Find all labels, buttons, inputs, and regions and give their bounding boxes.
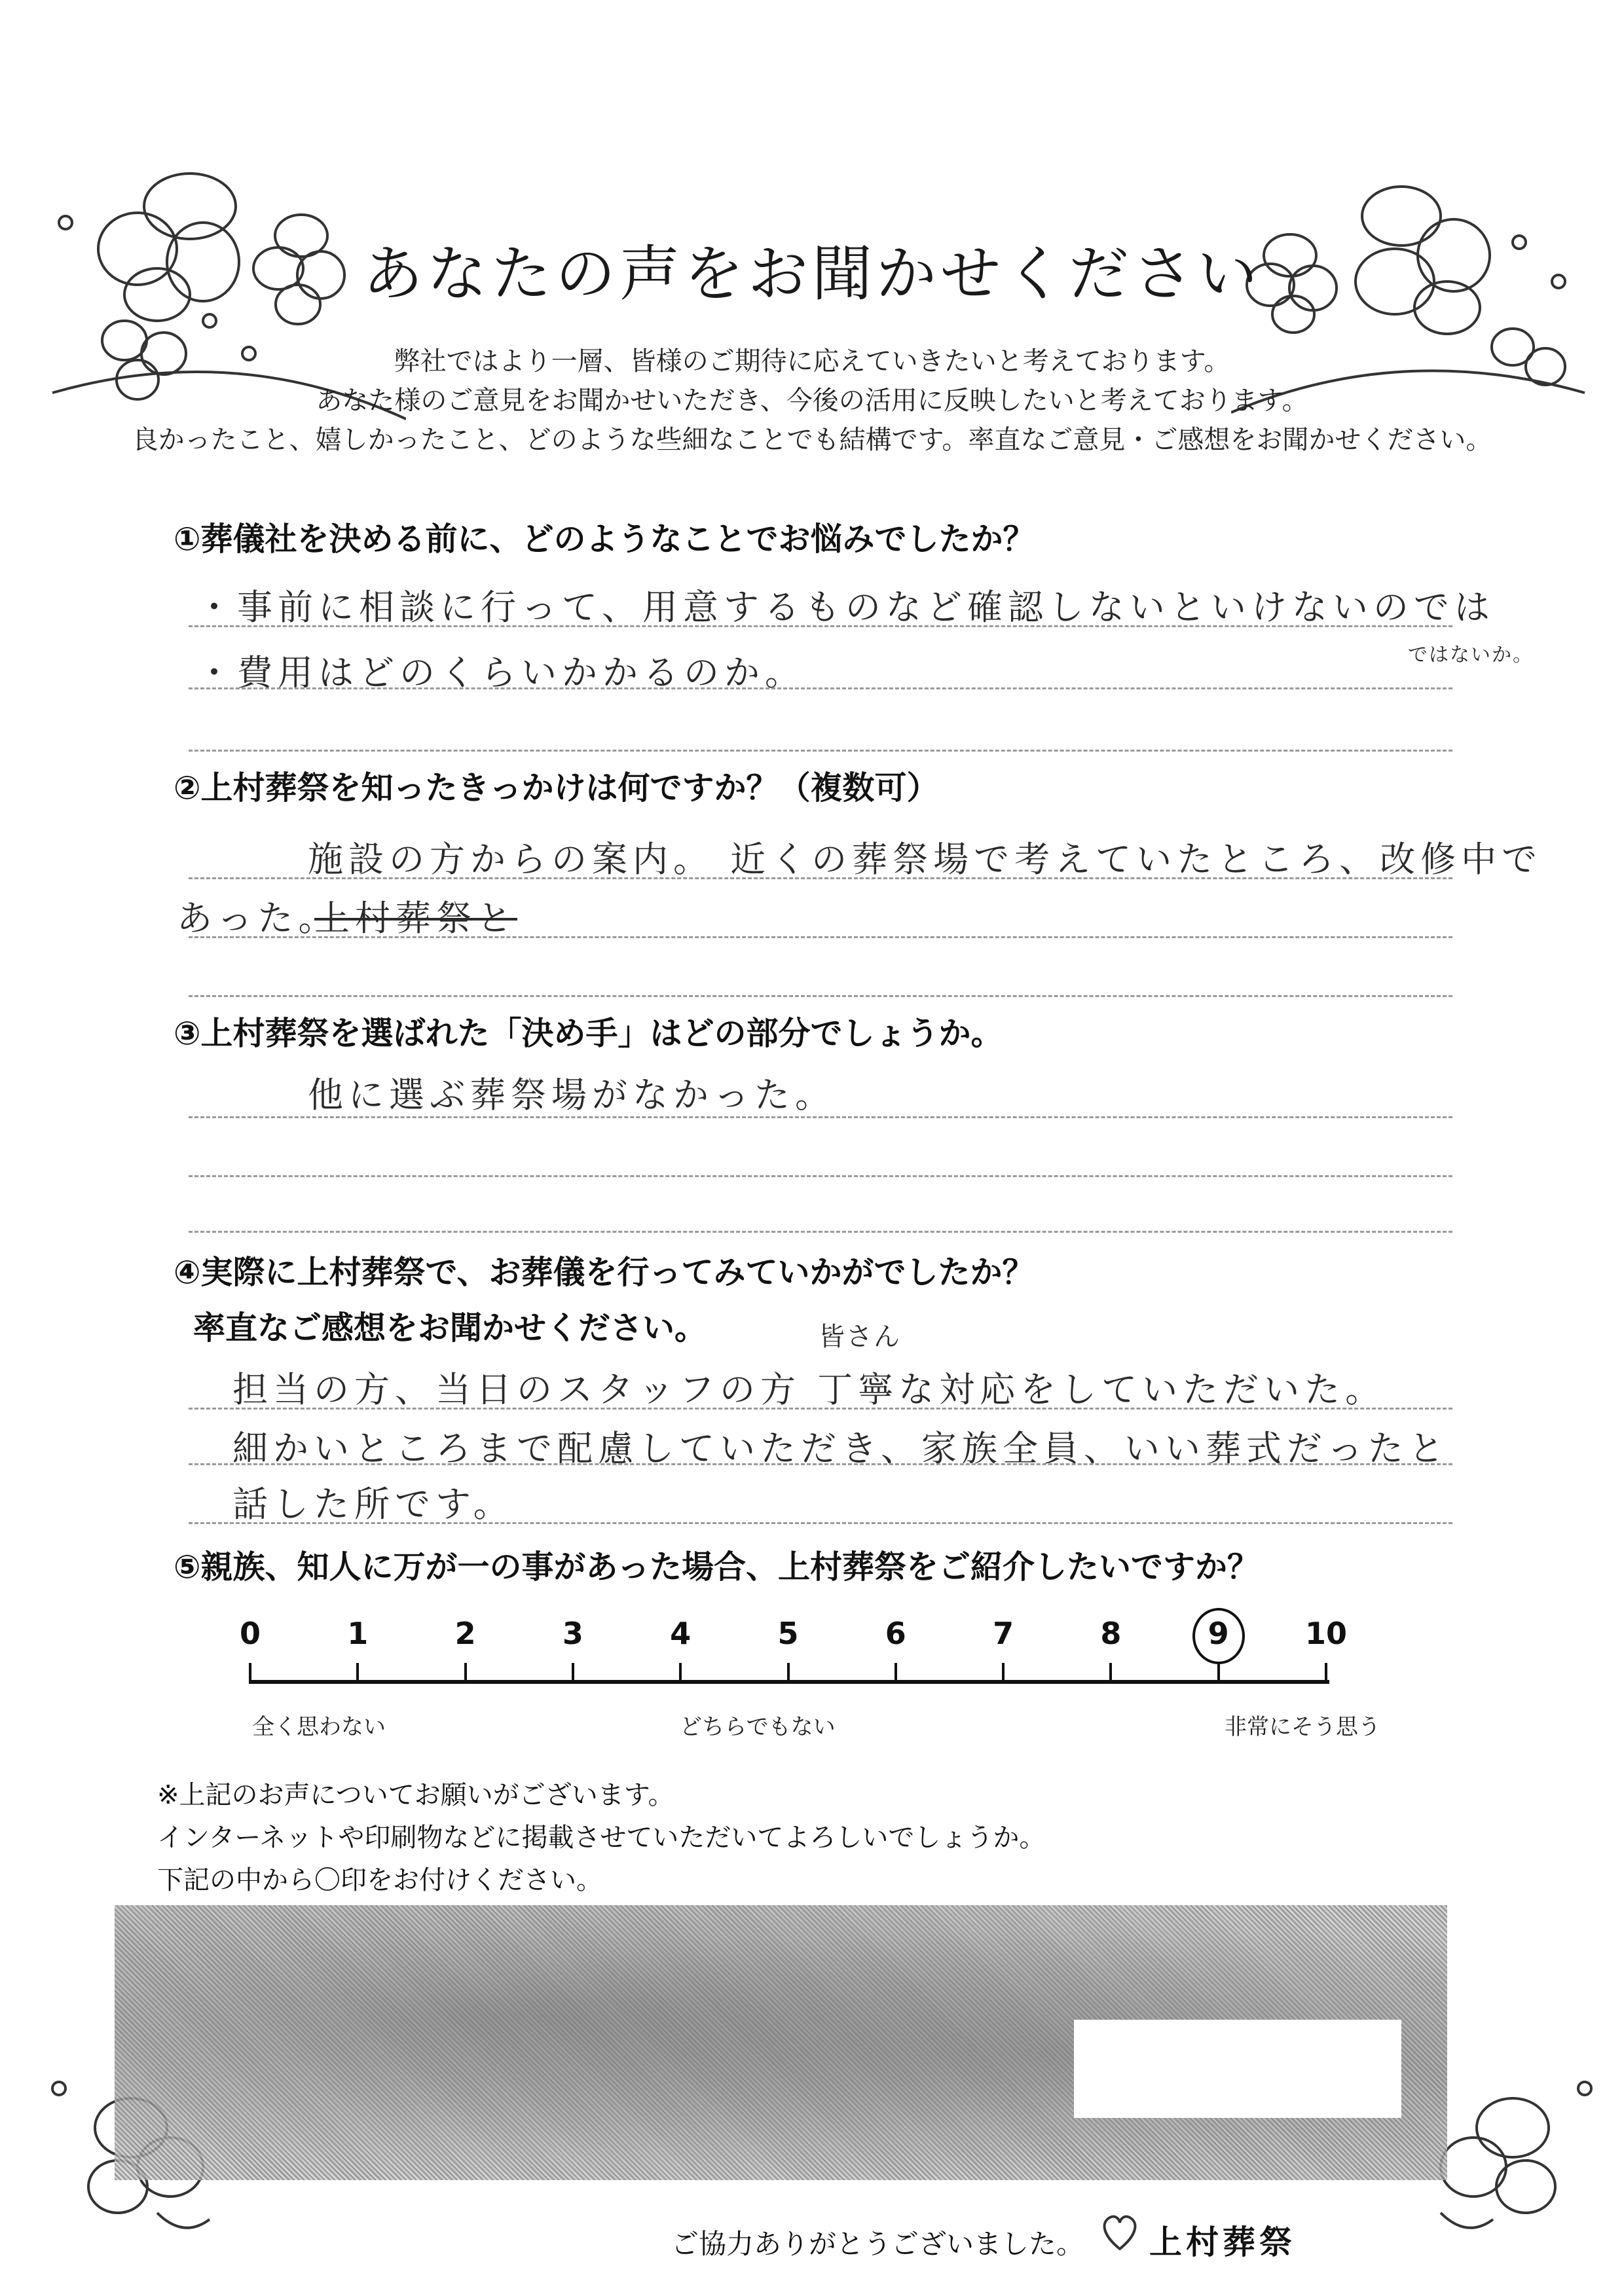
question-1-answer-insert: ではないか。: [1408, 644, 1534, 666]
question-5-heading: ⑤親族、知人に万が一の事があった場合、上村葬祭をご紹介したいですか？: [174, 1548, 1259, 1586]
answer-rule: [189, 995, 1452, 997]
question-4-answer-insert: 皆さん: [819, 1322, 901, 1352]
question-1-heading: ①葬儀社を決める前に、どのようなことでお悩みでしたか？: [174, 520, 1035, 558]
rating-tick-9: [1217, 1663, 1220, 1681]
rating-number-10[interactable]: 10: [1304, 1616, 1347, 1651]
rating-tick-5: [787, 1663, 790, 1681]
rating-label-high: 非常にそう思う: [1225, 1714, 1380, 1740]
question-2-heading: ②上村葬祭を知ったきっかけは何ですか？（複数可）: [174, 769, 939, 807]
rating-number-9[interactable]: 9: [1208, 1616, 1229, 1651]
answer-rule: [189, 1522, 1452, 1524]
rating-tick-2: [464, 1663, 467, 1681]
redacted-area-gap: [1074, 2020, 1401, 2118]
rating-tick-10: [1325, 1663, 1327, 1681]
rating-tick-3: [572, 1663, 574, 1681]
rating-number-3[interactable]: 3: [562, 1616, 583, 1651]
rating-number-6[interactable]: 6: [885, 1616, 906, 1651]
answer-rule: [189, 687, 1452, 689]
rating-tick-4: [679, 1663, 682, 1681]
answer-rule: [189, 877, 1452, 879]
rating-tick-8: [1109, 1663, 1112, 1681]
rating-selected-circle: [1192, 1608, 1245, 1664]
rating-label-mid: どちらでもない: [680, 1714, 836, 1740]
rating-tick-0: [249, 1663, 251, 1681]
rating-tick-6: [895, 1663, 897, 1681]
question-3-answer-line-1: 他に選ぶ葬祭場がなかった。: [308, 1074, 836, 1116]
permission-note-line-3: 下記の中から〇印をお付けください。: [157, 1865, 602, 1895]
heart-logo-icon: [1097, 2210, 1143, 2255]
rating-number-4[interactable]: 4: [670, 1616, 692, 1651]
answer-rule: [189, 1463, 1452, 1465]
permission-note-line-2: インターネットや印刷物などに掲載させていただいてよろしいでしょうか。: [157, 1823, 1046, 1853]
answer-rule: [189, 750, 1452, 752]
answer-rule: [189, 1116, 1452, 1118]
question-4-heading: ④実際に上村葬祭で、お葬儀を行ってみていかがでしたか？: [174, 1254, 1035, 1291]
question-4-answer-line-2: 細かいところまで配慮していただき、家族全員、いい葬式だったと: [232, 1428, 1449, 1469]
answer-rule: [189, 625, 1452, 627]
question-1-answer-line-2: ・費用はどのくらいかかるのか。: [196, 652, 805, 693]
footer-brand-name: 上村葬祭: [1149, 2223, 1296, 2261]
question-2-answer-line-2: あった。: [177, 898, 339, 939]
rating-number-7[interactable]: 7: [993, 1616, 1014, 1651]
question-2-answer-line-1: 施設の方からの案内。 近くの葬祭場で考えていたところ、改修中で: [308, 839, 1543, 880]
rating-number-2[interactable]: 2: [454, 1616, 476, 1651]
intro-line-2: あなた様のご意見をお聞かせいただき、今後の活用に反映したいと考えております。: [316, 386, 1308, 416]
rating-number-1[interactable]: 1: [347, 1616, 369, 1651]
question-4-answer-line-1: 担当の方、当日のスタッフの方 丁寧な対応をしていただいた。: [232, 1369, 1386, 1410]
question-4-heading-line-2: 率直なご感想をお聞かせください。: [193, 1309, 707, 1347]
answer-rule: [189, 936, 1452, 938]
question-3-heading: ③上村葬祭を選ばれた「決め手」はどの部分でしょうか。: [174, 1015, 1003, 1052]
answer-rule: [189, 1408, 1452, 1410]
page-title: あなたの声をお聞かせください: [362, 239, 1261, 309]
question-1-answer-line-1: ・事前に相談に行って、用意するものなど確認しないといけないのでは: [196, 587, 1495, 628]
intro-line-1: 弊社ではより一層、皆様のご期待に応えていきたいと考えております。: [394, 346, 1230, 376]
rating-number-0[interactable]: 0: [239, 1616, 261, 1651]
answer-rule: [189, 1231, 1452, 1233]
rating-tick-1: [356, 1663, 359, 1681]
question-4-answer-line-3: 話した所です。: [232, 1484, 514, 1525]
rating-tick-7: [1002, 1663, 1005, 1681]
rating-label-low: 全く思わない: [252, 1714, 386, 1740]
permission-note-line-1: ※上記のお声についてお願いがございます。: [157, 1780, 674, 1810]
intro-line-3: 良かったこと、嬉しかったこと、どのような些細なことでも結構です。率直なご意見・ご感想をお聞かせください。: [132, 425, 1492, 455]
footer-thanks: ご協力ありがとうございました。: [671, 2228, 1084, 2260]
answer-rule: [189, 1175, 1452, 1177]
rating-number-5[interactable]: 5: [777, 1616, 799, 1651]
question-2-struck-text: 上村葬祭と: [314, 898, 517, 939]
rating-number-8[interactable]: 8: [1100, 1616, 1122, 1651]
